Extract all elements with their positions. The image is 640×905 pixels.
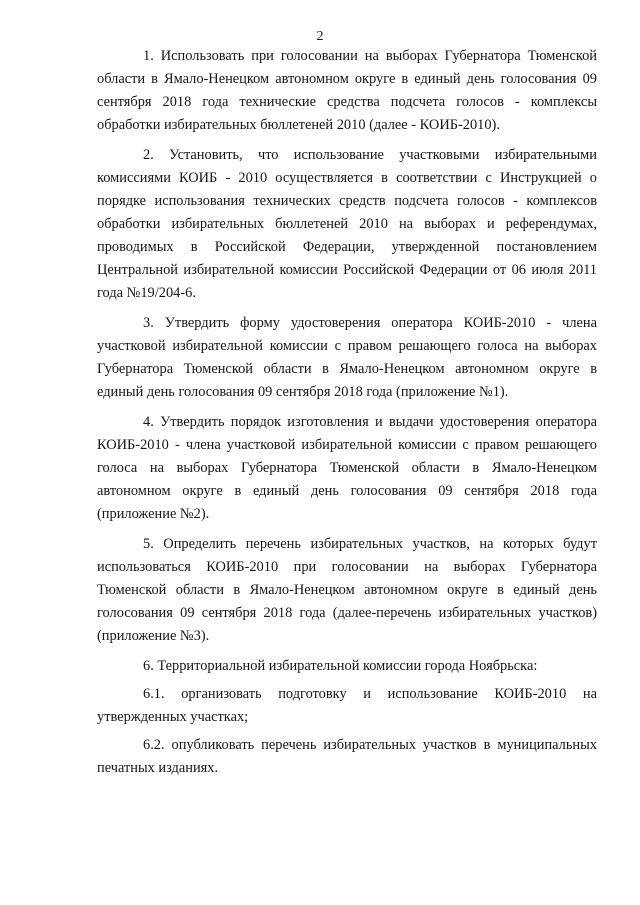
paragraph-3: 3. Утвердить форму удостоверения оператора КОИБ-2010 - члена участковой избирательной комиссии с правом решающего голоса на выборах Губернатора Тюменской области в Ямало-Ненецком автономном округе в единый день голосования 09 сентября 2018 года (приложение №1).	[97, 315, 597, 400]
paragraph-2: 2. Установить, что использование участковыми избирательными комиссиями КОИБ - 2010 осуществляется в соответствии с Инструкцией о порядке использования технических средств подсчета голосов - комплексов обработки избирательных бюллетеней 2010 на выборах и референдумах, проводимых в Российской Федерации, утвержденной постановлением Центральной избирательной комиссии Российской Федерации от 06 июля 2011 года №19/204-6.	[97, 147, 597, 301]
document-body	[97, 45, 597, 785]
paragraph-6: 6. Территориальной избирательной комиссии города Ноябрьска:	[143, 658, 538, 674]
paragraph-6-2: 6.2. опубликовать перечень избирательных участков в муниципальных печатных изданиях.	[97, 737, 597, 776]
paragraph-1: 1. Использовать при голосовании на выборах Губернатора Тюменской области в Ямало-Ненецком автономном округе в единый день голосования 09 сентября 2018 года технические средства подсчета голосов - комплексы обработки избирательных бюллетеней 2010 (далее - КОИБ-2010).	[97, 48, 597, 133]
paragraph-4: 4. Утвердить порядок изготовления и выдачи удостоверения оператора КОИБ-2010 - члена участковой избирательной комиссии с правом решающего голоса на выборах Губернатора Тюменской области в Ямало-Ненецком автономном округе в единый день голосования 09 сентября 2018 года (приложение №2).	[97, 414, 597, 522]
paragraph-5: 5. Определить перечень избирательных участков, на которых будут использоваться КОИБ-2010 при голосовании на выборах Губернатора Тюменской области в Ямало-Ненецком автономном округе в единый день голосования 09 сентября 2018 года (далее-перечень избирательных участков) (приложение №3).	[97, 536, 597, 644]
page-number: 2	[316, 29, 324, 44]
paragraph-6-1: 6.1. организовать подготовку и использование КОИБ-2010 на утвержденных участках;	[97, 686, 597, 725]
